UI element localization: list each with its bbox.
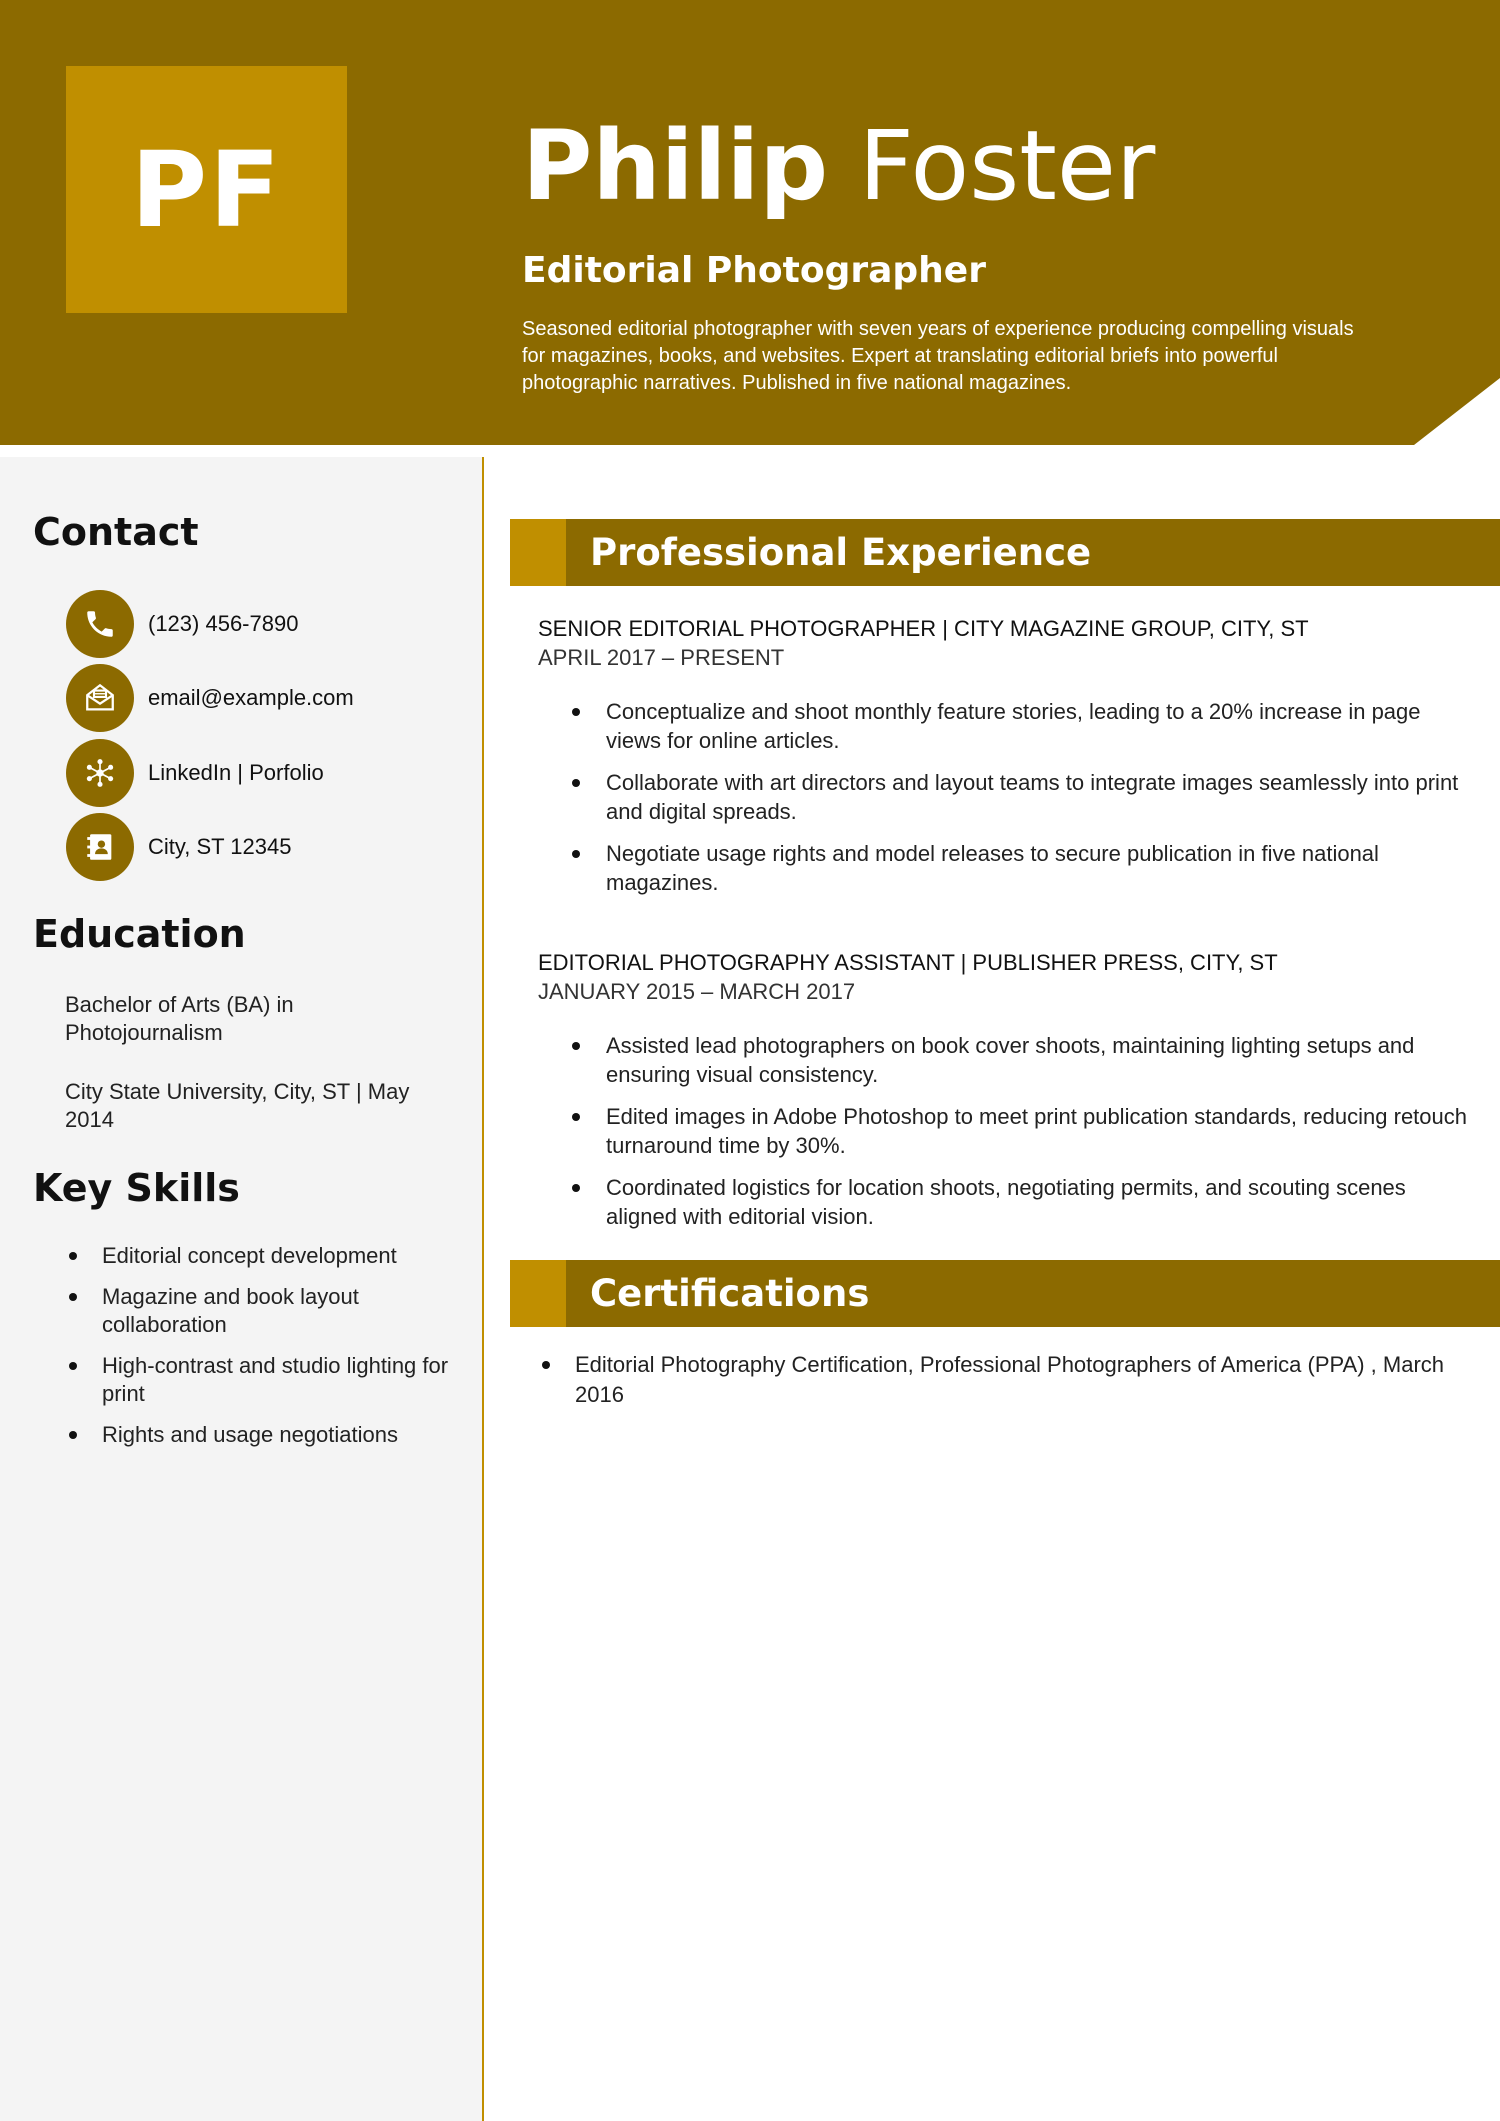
address: City, ST 12345 — [148, 834, 292, 859]
skills-list — [66, 1242, 466, 1462]
skill-item: Editorial concept development — [66, 1242, 466, 1270]
job-title-company: SENIOR EDITORIAL PHOTOGRAPHER | CITY MAGAZINE GROUP, CITY, ST — [538, 616, 1309, 641]
experience-section-bar — [510, 519, 1500, 586]
profile-summary: Seasoned editorial photographer with seven years of experience producing compelling visuals for magazines, books, and websites. Expert at translating editorial briefs into powerful photographic narratives. Published in five national magazines. — [522, 318, 1354, 394]
contact-links — [66, 739, 324, 807]
job-bullet: Edited images in Adobe Photoshop to meet print publication standards, reducing retouch turnaround time by 30%. — [538, 1102, 1478, 1160]
certifications-list — [538, 1350, 1478, 1410]
candidate-name — [522, 110, 1156, 222]
contact-email — [66, 664, 354, 732]
job-bullet: Assisted lead photographers on book cover shoots, maintaining lighting setups and ensuring visual consistency. — [538, 1031, 1478, 1089]
skill-item: High-contrast and studio lighting for print — [66, 1352, 466, 1408]
resume-header — [0, 0, 1500, 445]
address-book-icon — [66, 813, 134, 881]
header-corner-cut — [1414, 378, 1500, 445]
certifications-section-bar — [510, 1260, 1500, 1327]
job-dates: JANUARY 2015 – MARCH 2017 — [538, 979, 856, 1004]
last-name: Foster — [858, 110, 1156, 222]
education-school: City State University, City, ST | May 2014 — [65, 1079, 410, 1132]
skill-item: Rights and usage negotiations — [66, 1421, 466, 1449]
section-accent — [510, 1260, 566, 1327]
job-bullet: Coordinated logistics for location shoots, negotiating permits, and scouting scenes aligned with editorial vision. — [538, 1173, 1478, 1231]
certifications-heading: Certifications — [590, 1272, 870, 1315]
job-bullet: Conceptualize and shoot monthly feature stories, leading to a 20% increase in page views for online articles. — [538, 697, 1478, 755]
first-name: Philip — [522, 110, 829, 222]
job-dates: APRIL 2017 – PRESENT — [538, 645, 785, 670]
phone-icon — [66, 590, 134, 658]
certification-item: Editorial Photography Certification, Professional Photographers of America (PPA) , March 2016 — [538, 1350, 1478, 1410]
network-icon — [66, 739, 134, 807]
job-title-company: EDITORIAL PHOTOGRAPHY ASSISTANT | PUBLISHER PRESS, CITY, ST — [538, 950, 1278, 975]
job-bullets — [538, 697, 1478, 897]
section-accent — [510, 519, 566, 586]
job-bullets — [538, 1031, 1478, 1231]
contact-phone — [66, 590, 298, 658]
skills-heading: Key Skills — [33, 1166, 240, 1210]
monogram-badge: PF — [66, 66, 347, 313]
contact-address — [66, 813, 291, 881]
email-address: email@example.com — [148, 685, 354, 710]
job-entry-1 — [538, 614, 1478, 910]
phone-number: (123) 456-7890 — [148, 611, 299, 636]
skill-item: Magazine and book layout collaboration — [66, 1283, 466, 1339]
job-entry-2 — [538, 948, 1478, 1244]
contact-heading: Contact — [33, 510, 199, 554]
job-bullet: Collaborate with art directors and layout teams to integrate images seamlessly into print and digital spreads. — [538, 768, 1478, 826]
education-heading: Education — [33, 912, 246, 956]
job-title: Editorial Photographer — [522, 250, 986, 291]
experience-heading: Professional Experience — [590, 531, 1092, 574]
sidebar-divider — [0, 445, 484, 457]
education-degree: Bachelor of Arts (BA) in Photojournalism — [65, 992, 294, 1045]
job-bullet: Negotiate usage rights and model releases to secure publication in five national magazines. — [538, 839, 1478, 897]
envelope-icon — [66, 664, 134, 732]
linkedin-portfolio-link[interactable]: LinkedIn | Porfolio — [148, 760, 324, 785]
